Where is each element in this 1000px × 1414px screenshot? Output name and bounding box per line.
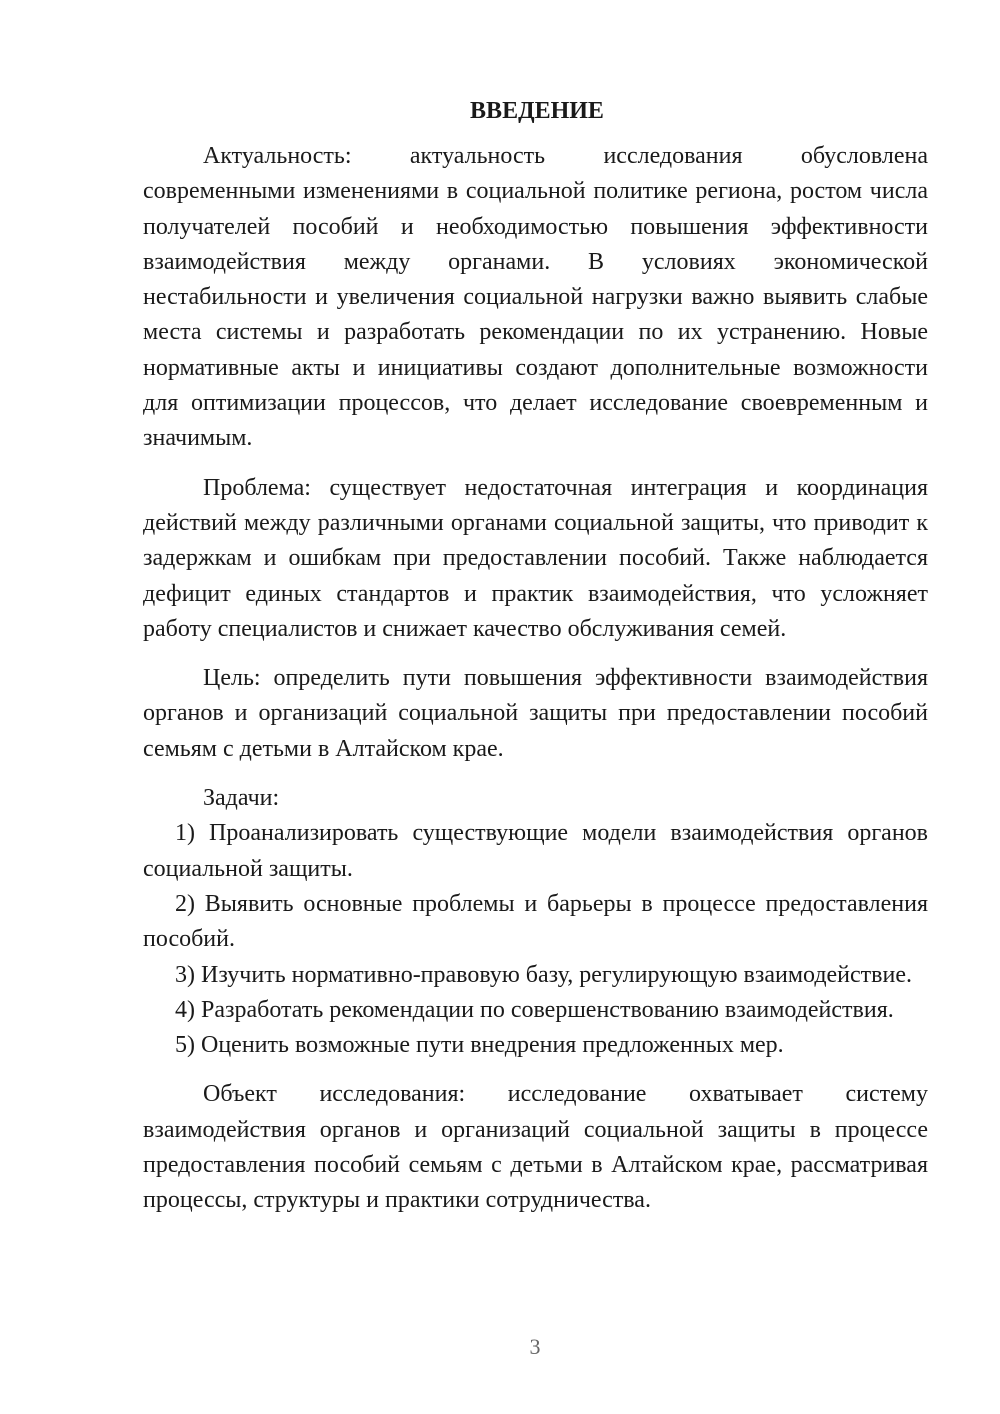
paragraph-relevance: Актуальность: актуальность исследования обусловлена современными изменениями в социальной политике региона, ростом числа получателей пособий и необходимостью повышения эффективности взаимодействия между органами. В условиях экономической нестабильности и увеличения социальной нагрузки важно выявить слабые места системы и разработать рекомендации по их устранению. Новые нормативные акты и инициативы создают дополнительные возможности для оптимизации процессов, что делает исследование своевременным и значимым. <box>143 143 928 452</box>
task-item: 5) Оценить возможные пути внедрения предложенных мер. <box>175 1032 784 1059</box>
paragraph-object: Объект исследования: исследование охватывает систему взаимодействия органов и организаций социальной защиты в процессе предоставления пособий семьям с детьми в Алтайском крае, рассматривая процессы, структуры и практики сотрудничества. <box>143 1081 928 1214</box>
page-content <box>143 95 928 1219</box>
tasks-heading: Задачи: <box>203 785 280 812</box>
section-heading: ВВЕДЕНИЕ <box>470 98 604 124</box>
task-item: 3) Изучить нормативно-правовую базу, регулирующую взаимодействие. <box>175 961 912 988</box>
paragraph-goal: Цель: определить пути повышения эффективности взаимодействия органов и организаций социальной защиты при предоставлении пособий семьям с детьми в Алтайском крае. <box>143 665 928 762</box>
task-item: 1) Проанализировать существующие модели взаимодействия органов социальной защиты. <box>143 820 928 882</box>
task-item: 4) Разработать рекомендации по совершенствованию взаимодействия. <box>175 996 894 1023</box>
page-number: 3 <box>529 1334 541 1359</box>
task-item: 2) Выявить основные проблемы и барьеры в процессе предоставления пособий. <box>143 890 928 953</box>
paragraph-problem: Проблема: существует недостаточная интеграция и координация действий между различными органами социальной защиты, что приводит к задержкам и ошибкам при предоставлении пособий. Также наблюдается дефицит единых стандартов и практик взаимодействия, что усложняет работу специалистов и снижает качество обслуживания семей. <box>143 474 928 642</box>
